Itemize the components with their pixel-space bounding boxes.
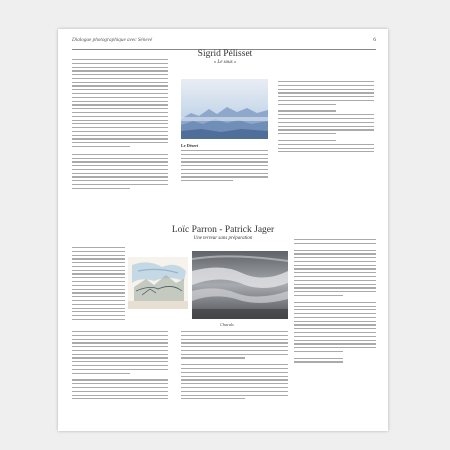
section1-right-column-text [278,81,374,155]
section1-caption-label: Le Désert [181,143,199,148]
document-page [58,29,388,431]
section1-heading [170,49,280,65]
section2-artist-name: Loïc Parron - Patrick Jager [171,225,275,235]
section2-left-narrow-text [72,247,125,323]
section1-middle-text [181,150,268,184]
running-title: Dialogue photographique avec Sénevé [72,37,153,43]
section2-middle-text [181,331,288,402]
section2-right-column-text [294,239,376,365]
section1-left-column-text [72,59,168,192]
section2-image-caption: Chacals [220,322,234,327]
page-number: 6 [373,37,376,43]
section1-artist-name: Sigrid Pélisset [197,49,253,59]
mountain-landscape-photo [181,79,268,139]
flowing-water-photo [192,251,288,319]
section2-heading [153,225,293,241]
section2-left-wide-text [72,331,168,402]
watercolor-painting-image [128,257,188,309]
section1-subtitle: « Le sous » [213,60,237,65]
section2-subtitle: Une terreur sans préparation [193,236,253,241]
